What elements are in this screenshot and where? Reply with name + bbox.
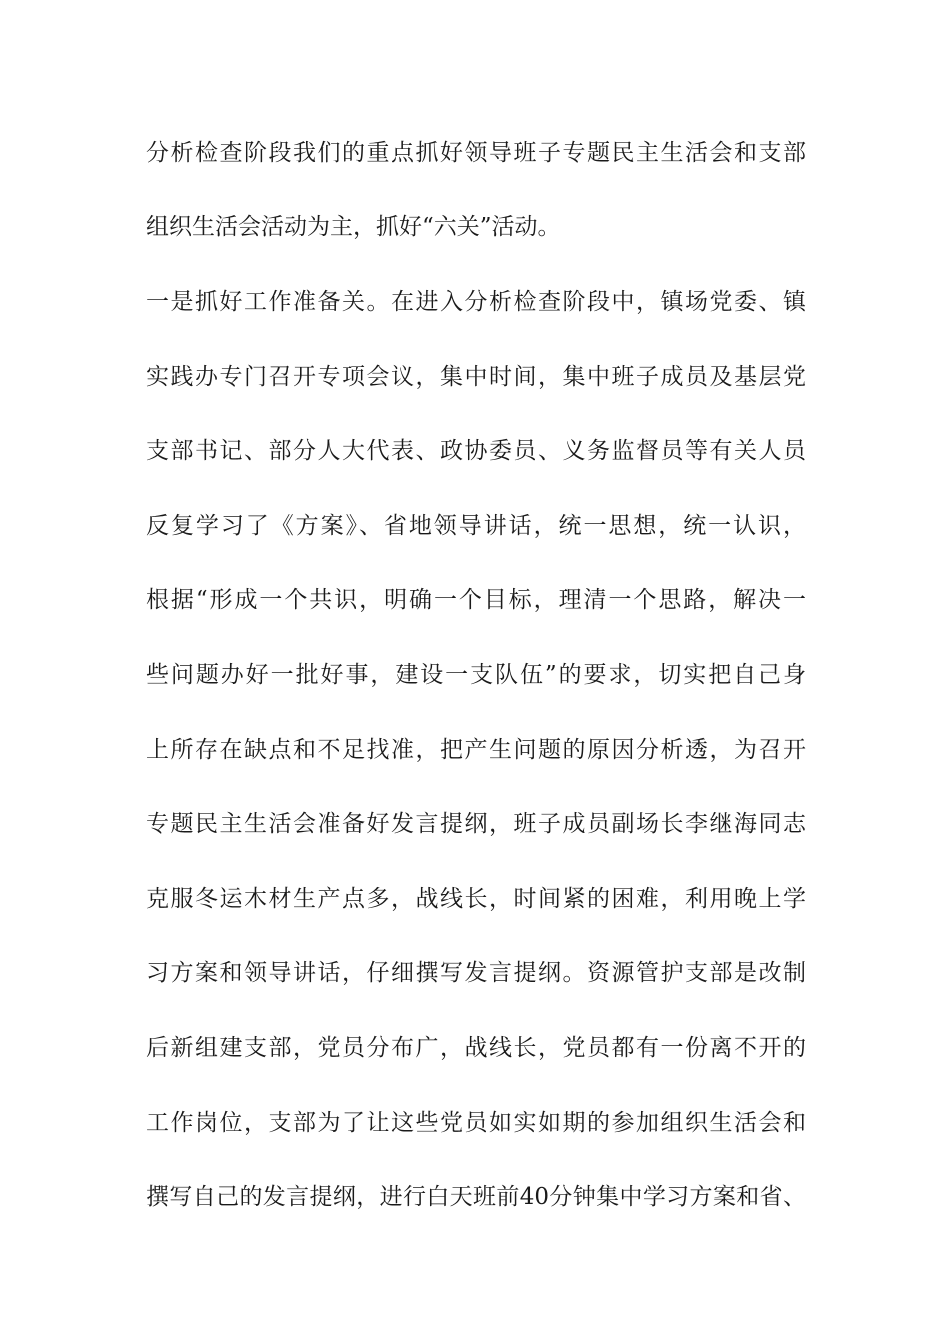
text-line: 实践办专门召开专项会议，集中时间，集中班子成员及基层党 (146, 364, 806, 390)
text-line: 后新组建支部，党员分布广，战线长，党员都有一份离不开的 (146, 1035, 806, 1061)
text-line: 撰写自己的发言提纲，进行白天班前40分钟集中学习方案和省、 (146, 1184, 806, 1210)
text-line: 反复学习了《方案》、省地领导讲话，统一思想，统一认识， (146, 513, 806, 539)
text-line: 上所存在缺点和不足找准，把产生问题的原因分析透，为召开 (146, 737, 806, 763)
text-line: 组织生活会活动为主，抓好“六关”活动。 (146, 214, 561, 240)
text-line: 一是抓好工作准备关。在进入分析检查阶段中，镇场党委、镇 (146, 289, 806, 315)
text-line: 专题民主生活会准备好发言提纲，班子成员副场长李继海同志 (146, 811, 806, 837)
text-line: 工作岗位，支部为了让这些党员如实如期的参加组织生活会和 (146, 1110, 806, 1136)
text-line: 分析检查阶段我们的重点抓好领导班子专题民主生活会和支部 (146, 140, 806, 166)
text-line: 克服冬运木材生产点多，战线长，时间紧的困难，利用晚上学 (146, 886, 806, 912)
text-line: 些问题办好一批好事，建设一支队伍”的要求，切实把自己身 (146, 662, 806, 688)
text-line: 支部书记、部分人大代表、政协委员、义务监督员等有关人员 (146, 438, 806, 464)
text-line: 根据“形成一个共识，明确一个目标，理清一个思路，解决一 (146, 587, 806, 613)
text-line: 习方案和领导讲话，仔细撰写发言提纲。资源管护支部是改制 (146, 960, 806, 986)
